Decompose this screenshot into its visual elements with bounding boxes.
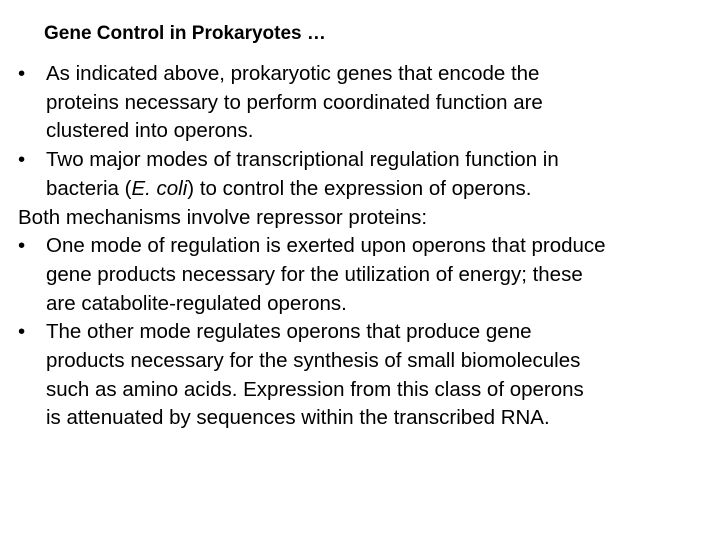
bullet-1-line-1: As indicated above, prokaryotic genes that encode the: [46, 62, 540, 85]
species-name-italic: E. coli: [131, 176, 188, 200]
bullet-2-line-1: Two major modes of transcriptional regulation function in: [46, 148, 559, 172]
slide-body: [18, 60, 710, 433]
bullet-item-4: [18, 318, 710, 433]
bullet-3-line-3: are catabolite-regulated operons.: [46, 291, 347, 315]
bullet-marker: •: [18, 320, 26, 344]
bullet-2-line-2: [46, 175, 710, 204]
bullet-4-line-1: The other mode regulates operons that produce gene: [46, 320, 532, 344]
bullet-2-line-2-before: bacteria (: [46, 176, 132, 200]
bullet-marker: •: [18, 148, 26, 172]
bullet-3-line-1: One mode of regulation is exerted upon operons that produce: [46, 234, 606, 258]
bullet-item-1: [18, 60, 710, 146]
slide-title: Gene Control in Prokaryotes …: [44, 23, 326, 44]
bullet-1-line-3: clustered into operons.: [46, 119, 254, 143]
bullet-4-line-4: is attenuated by sequences within the transcribed RNA.: [46, 406, 550, 430]
bullet-4-line-2: products necessary for the synthesis of small biomolecules: [46, 349, 581, 373]
plain-statement: Both mechanisms involve repressor proteins:: [18, 205, 428, 229]
bullet-marker: •: [18, 62, 26, 85]
bullet-1-line-2: proteins necessary to perform coordinated function are: [46, 90, 543, 114]
bullet-3-line-2: gene products necessary for the utilization of energy; these: [46, 262, 583, 286]
bullet-2-line-2-after: ) to control the expression of operons.: [187, 176, 532, 200]
bullet-marker: •: [18, 234, 26, 258]
bullet-item-2: [18, 146, 710, 203]
bullet-4-line-3: such as amino acids. Expression from this class of operons: [46, 377, 584, 401]
bullet-item-3: [18, 232, 710, 318]
